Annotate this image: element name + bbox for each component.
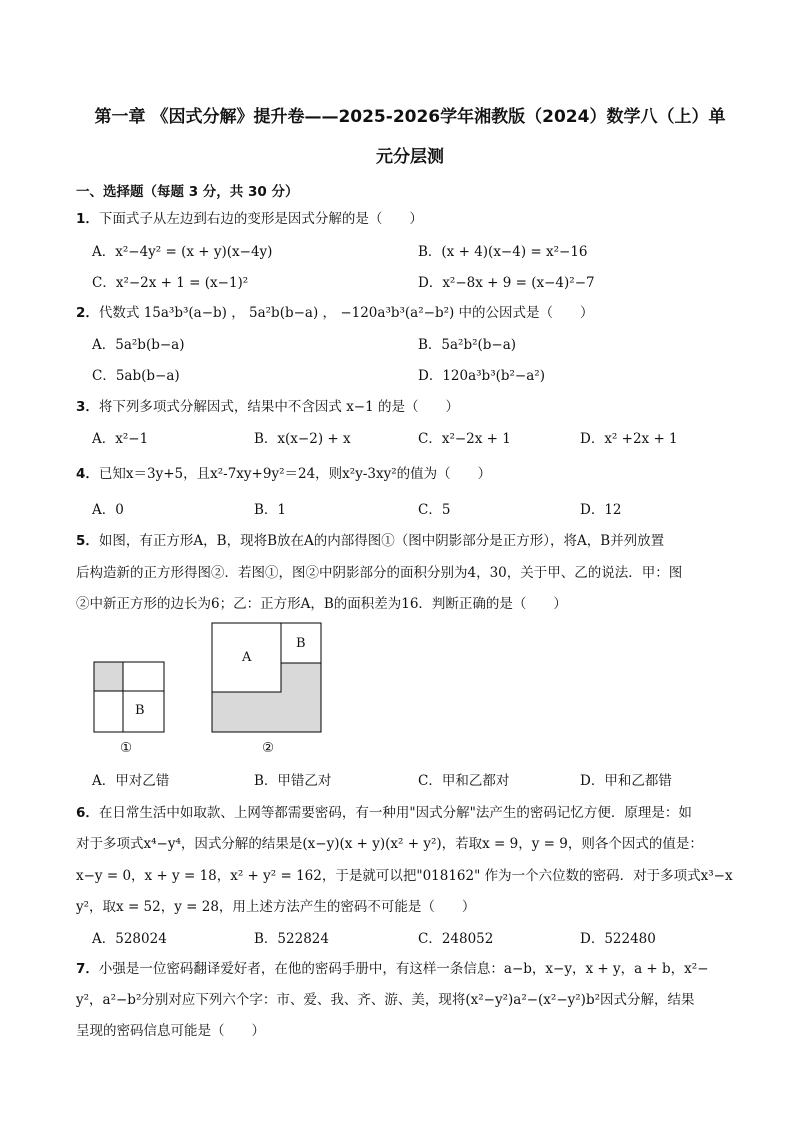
question-text: 如图，有正方形A，B，现将B放在A的内部得图①（图中阴影部分是正方形），将A，B并列放置: [98, 533, 665, 549]
shaded-square: [94, 662, 123, 691]
question-text: 小强是一位密码翻译爱好者，在他的密码手册中，有这样一条信息：a−b，x−y，x + y，a + b，x²−: [98, 961, 709, 977]
option-b: B．x(x−2) + x: [254, 431, 351, 447]
question-text: 代数式 15a³b³(a−b) ， 5a²b(b−a) ， −120a³b³(a²−b²) 中的公因式是（ ）: [98, 305, 594, 321]
question-4: [76, 462, 491, 482]
option-d: D．120a³b³(b²−a²): [418, 368, 545, 384]
option-c: C．甲和乙都对: [418, 773, 510, 789]
question-text: 将下列多项式分解因式，结果中不含因式 x−1 的是（ ）: [98, 399, 460, 415]
question-5-line-3: ②中新正方形的边长为6；乙：正方形A，B的面积差为16．判断正确的是（ ）: [76, 596, 567, 612]
option-c: C．x²−2x + 1 = (x−1)²: [92, 275, 249, 291]
option-d: D．甲和乙都错: [580, 773, 672, 789]
option-a: A．甲对乙错: [92, 773, 170, 789]
option-b: B．5a²b²(b−a): [418, 337, 517, 353]
figure-1: [92, 660, 166, 734]
document-title-line-2: 元分层测: [376, 147, 444, 167]
question-number: 3．: [76, 399, 99, 415]
question-5-line-2: 后构造新的正方形得图②．若图①，图②中阴影部分的面积分别为4，30，关于甲、乙的说法．甲：图: [76, 565, 683, 581]
question-6-line-1: [76, 801, 692, 821]
option-d: D．x² +2x + 1: [580, 431, 678, 447]
document-title-line-1: 第一章 《因式分解》提升卷——2025-2026学年湘教版（2024）数学八（上）单: [94, 107, 726, 127]
question-number: 6．: [76, 805, 99, 821]
question-7-line-2: y²，a²−b²分别对应下列六个字：市、爱、我、齐、游、美，现将(x²−y²)a²−(x²−y²)b²因式分解，结果: [76, 992, 695, 1008]
option-b: B．1: [254, 502, 287, 518]
option-c: C．5ab(b−a): [92, 368, 180, 384]
option-a: A．5a²b(b−a): [92, 337, 185, 353]
question-1: [76, 207, 423, 227]
question-number: 4．: [76, 466, 99, 482]
question-text: 已知x＝3y+5，且x²-7xy+9y²＝24，则x²y-3xy²的值为（ ）: [98, 466, 492, 482]
option-c: C．x²−2x + 1: [418, 431, 511, 447]
option-a: A．x²−1: [92, 431, 149, 447]
figure-2: [211, 622, 323, 734]
question-7-line-1: [76, 957, 709, 977]
figure-2-caption: ②: [262, 740, 275, 756]
question-number: 2．: [76, 305, 99, 321]
option-d: D．12: [580, 502, 622, 518]
question-number: 1．: [76, 211, 99, 227]
question-6-line-3: x−y = 0，x + y = 18，x² + y² = 162，于是就可以把"018162" 作为一个六位数的密码．对于多项式x³−x: [76, 868, 733, 884]
question-6-line-4: y²，取x = 52，y = 28，用上述方法产生的密码不可能是（ ）: [76, 899, 476, 915]
option-a: A．0: [92, 502, 124, 518]
question-3: [76, 395, 459, 415]
option-c: C．5: [418, 502, 451, 518]
option-b: B．522824: [254, 931, 329, 947]
figure-2-label-a: A: [242, 650, 252, 665]
figure-1-caption: ①: [120, 740, 133, 756]
option-d: D．522480: [580, 931, 656, 947]
question-text: 下面式子从左边到右边的变形是因式分解的是（ ）: [98, 211, 423, 227]
question-number: 7．: [76, 961, 99, 977]
question-number: 5．: [76, 533, 99, 549]
section-heading: 一、选择题（每题 3 分，共 30 分）: [76, 184, 299, 200]
option-d: D．x²−8x + 9 = (x−4)²−7: [418, 275, 595, 291]
option-a: A．x²−4y² = (x + y)(x−4y): [92, 244, 273, 260]
question-text: 在日常生活中如取款、上网等都需要密码，有一种用"因式分解"法产生的密码记忆方便．原理是：如: [98, 805, 692, 821]
question-7-line-3: 呈现的密码信息可能是（ ）: [76, 1023, 265, 1039]
question-6-line-2: 对于多项式x⁴−y⁴，因式分解的结果是(x−y)(x + y)(x² + y²)，若取x = 9，y = 9，则各个因式的值是：: [76, 836, 703, 852]
option-a: A．528024: [92, 931, 167, 947]
question-2: [76, 301, 594, 321]
figure-1-label-b: B: [135, 703, 145, 718]
option-b: B．(x + 4)(x−4) = x²−16: [418, 244, 588, 260]
question-5-line-1: [76, 529, 664, 549]
option-c: C．248052: [418, 931, 494, 947]
option-b: B．甲错乙对: [254, 773, 332, 789]
figure-2-label-b: B: [296, 636, 306, 651]
